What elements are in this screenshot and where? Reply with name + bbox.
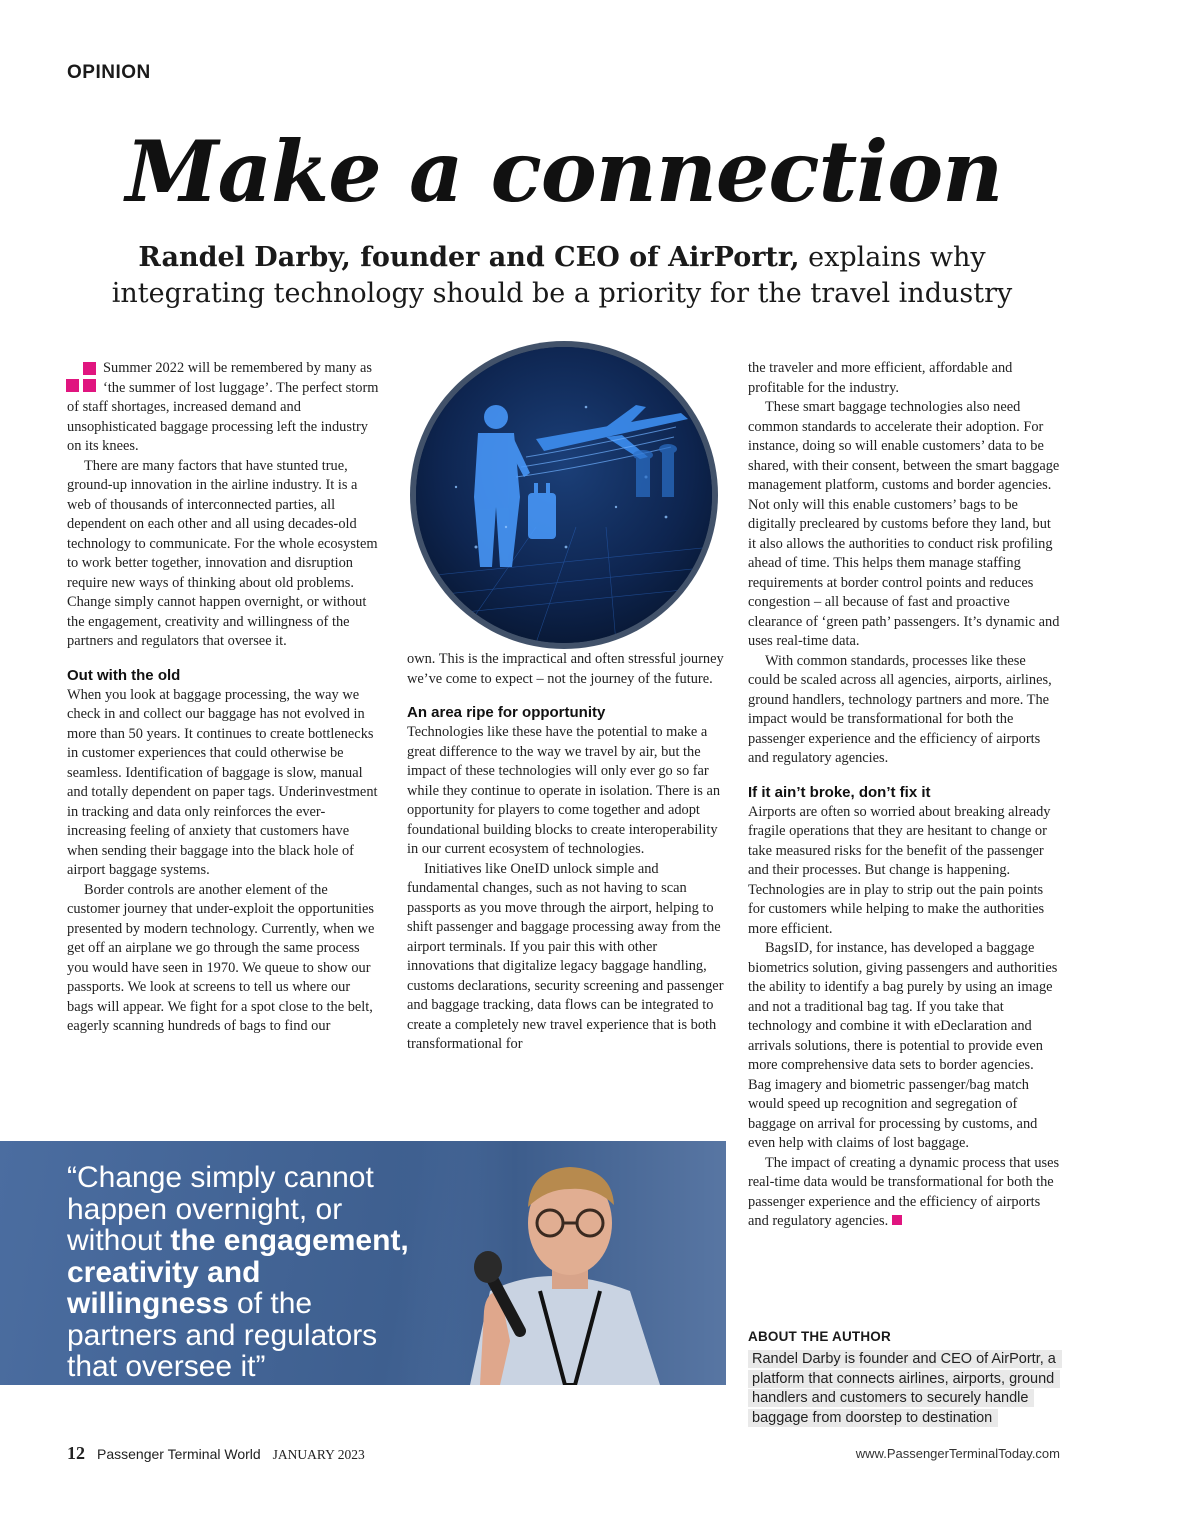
paragraph: With common standards, processes like these could be scaled across all agencies, airports, airlines, ground handlers, technology partners and more. The impact would be transformational for both the passenger experience and the efficiency of airports and regulatory agencies. [748, 652, 1052, 766]
pullquote-emphasis: the engagement, creativity and willingness [67, 1224, 409, 1320]
article-column-1 [67, 359, 380, 1037]
article-column-3 [748, 359, 1060, 1232]
publication-name: Passenger Terminal World [97, 1446, 261, 1462]
paragraph: the traveler and more efficient, affordable and profitable for the industry. [748, 360, 1013, 396]
headline: Make a connection [125, 122, 1003, 221]
paragraph: Airports are often so worried about breaking already fragile operations that they are hesitant to change or take measured risks for the benefit of the passenger and their processes. But change is happening. Technologies are in play to strip out the pain points for customers while helping to make the authorities more efficient. [748, 803, 1051, 937]
subheading: An area ripe for opportunity [407, 704, 606, 721]
standfirst-text: explains why integrating technology should be a priority for the travel industry [111, 242, 1013, 309]
paragraph: Initiatives like OneID unlock simple and fundamental changes, such as not having to scan passports as you move through the airport, helping to shift passenger and baggage processing away from the airport terminals. If you pair this with other innovations that digitalize legacy baggage handling, customs declarations, security screening and passenger and baggage tracking, data flows can be integrated to create a completely new travel experience that is both transformational for [407, 860, 724, 1052]
standfirst [60, 240, 1064, 312]
paragraph: The impact of creating a dynamic process that uses real-time data would be transformational for both the passenger experience and the efficiency of airports and regulatory agencies. [748, 1154, 1060, 1229]
subheading: If it ain’t broke, don’t fix it [748, 783, 931, 801]
paragraph: Summer 2022 will be remembered by many as ‘the summer of lost luggage’. The perfect storm of staff shortages, increased demand and unsophisticated baggage processing left the industry on its knees. [67, 360, 379, 454]
subheading: Out with the old [67, 666, 181, 684]
paragraph: Technologies like these have the potential to make a great difference to the way we travel by air, but the impact of these technologies will only ever go so far while they continue to operate in isolation. There is an opportunity for players to come together and adopt foundational building blocks to create interoperability in our current ecosystem of technologies. [407, 724, 721, 857]
website-url[interactable]: www.PassengerTerminalToday.com [855, 1446, 1060, 1461]
drop-cap-squares [65, 359, 101, 397]
pullquote-text: “Change simply cannot happen overnight, or without the engagement, creativity and willingness of the partners and regulators that oversee it” [67, 1161, 409, 1383]
speaker-portrait-photo [400, 1141, 726, 1385]
page-number: 12 [67, 1443, 85, 1463]
about-author-title: ABOUT THE AUTHOR [748, 1329, 891, 1344]
paragraph: Border controls are another element of the customer journey that under-exploit the opportunities presented by modern technology. Currently, when we get off an airplane we go through the same process you would have seen in 1970. We queue to show our passports. We look at screens to tell us where our bags will appear. We fight for a spot close to the belt, eagerly scanning hundreds of bags to find our [67, 881, 375, 1034]
hologram-traveler-icon [416, 347, 712, 643]
paragraph: BagsID, for instance, has developed a baggage biometrics solution, giving passengers and authorities the ability to identify a bag purely by using an image and not a traditional bag tag. If you take that technology and combine it with eDeclaration and arrivals solutions, there is potential to provide even more comprehensive data sets to border agencies. Bag imagery and biometric passenger/bag match would speed up recognition and segregation of baggage on arrival for processing by customs, and even help with claims of lost baggage. [748, 940, 1058, 1151]
section-label: OPINION [67, 62, 151, 83]
about-author-text: Randel Darby is founder and CEO of AirPortr, a platform that connects airlines, airports, ground handlers and customers to securely handle baggage from doorstep to destination [748, 1350, 1066, 1428]
end-mark-square [892, 1215, 902, 1225]
standfirst-author: Randel Darby, founder and CEO of AirPortr, [138, 242, 800, 273]
article-column-2 [407, 650, 725, 1055]
paragraph: own. This is the impractical and often stressful journey we’ve come to expect – not the journey of the future. [407, 651, 724, 687]
paragraph: There are many factors that have stunted true, ground-up innovation in the airline industry. It is a web of thousands of interconnected parties, all dependent on each other and all using decades-old technology to communicate. For the whole ecosystem to work better together, innovation and disruption require new ways of thinking about old problems. Change simply cannot happen overnight, or without the engagement, creativity and willingness of the partners and regulators that oversee it. [67, 457, 378, 649]
footer-left [67, 1443, 365, 1464]
digital-traveler-illustration [416, 347, 712, 643]
issue-date: JANUARY 2023 [272, 1447, 365, 1462]
paragraph: When you look at baggage processing, the way we check in and collect our baggage has not evolved in more than 50 years. It continues to create bottlenecks in customer experiences that could otherwise be seamless. Identification of baggage is slow, manual and totally dependent on paper tags. Underinvestment in tracking and data only reinforces the ever-increasing feeling of anxiety that customers have when sending their baggage into the black hole of airport baggage systems. [67, 686, 378, 878]
paragraph: These smart baggage technologies also need common standards to accelerate their adoption. For instance, doing so will enable customers’ data to be shared, with their consent, between the smart baggage management platform, customs and border agencies. Not only will this enable customers’ bags to be digitally precleared by customs before they land, but it also allows the authorities to conduct risk profiling ahead of time. This helps them manage staffing requirements at border control points and reduces congestion – all because of fast and proactive clearance of ‘green path’ passengers. It’s dynamic and uses real-time data. [748, 399, 1060, 649]
